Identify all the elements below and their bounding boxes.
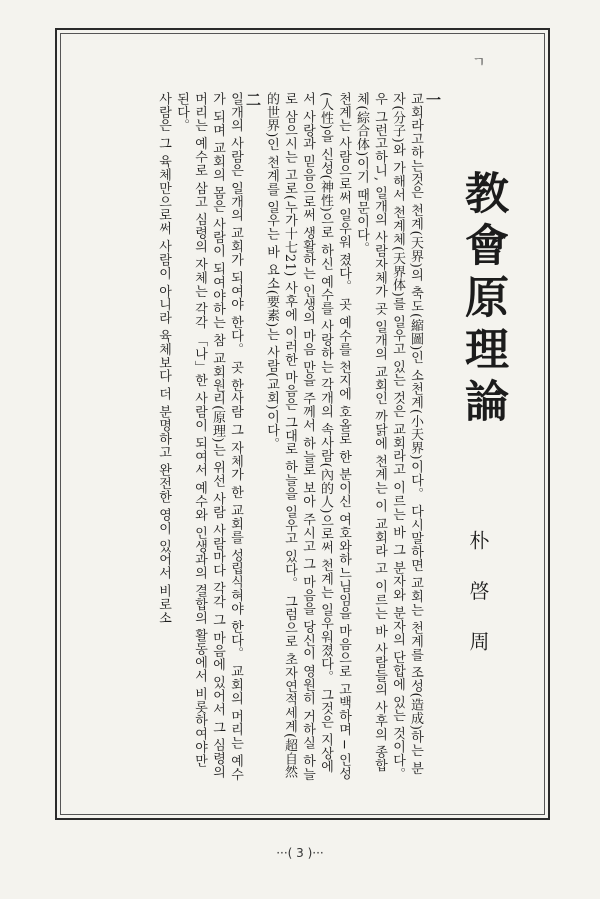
article-title: 教會原理論	[457, 170, 508, 430]
article-body	[102, 92, 442, 782]
paragraph-4: 사람은 그 육체만으로써 사람이 아니라 육체보다 더 분명하고 완전한 영이 있어서 비로소	[156, 92, 171, 625]
paragraph-2: 천계는 사람으로써 일우워 졌다。 곳 예수를 천지에 호올로 한 분이신 여호와하느님임을 마음으로 고백하며 ─ 인성(人性)을 신성(神性)으로 하신 예수를 사랑하는 각개의 속사람(內的人)으로써 천계는 일우워졌다。 그것은 지상에서 사랑과 믿음으로써 생활하는 인생의 마음 만을 주께서 하늘로 보아 주시고 그 마음을 당신이 영원히 거하실 하늘로 삼으시는 고로(누가十七21) 사후에 이러한 마음은 그대로 하늘을 일우고 있다。 그럼으로 초자연적세계(超自然的世界)인 천계를 일우는 바 요소(要素)는 사람(교회)이다。	[264, 92, 351, 781]
page-number: ···( 3 )···	[276, 846, 324, 860]
corner-mark: ㄱ	[472, 55, 486, 71]
author-name: 朴 啓 周	[466, 530, 490, 663]
section-heading-one: 一	[424, 92, 442, 108]
paragraph-3: 일개의 사람은 일개의 교회가 되여야 한다。 곳 한사람 그 자체가 한 교회를 성립식혀야 한다。 교회의 머리는 예수가 되며 교회의 몸은 사람이 되여야하는 참 교회원리(原理)는 위선 사람 사람마다 각각 그 마음에 있어서 그 심령의 머리는 예수로 삼고 심령의 자체는 각각 「나」한 사람이 되여서 예수와 인생과의 결합의 활동에서 비롯하여야만 된다。	[174, 92, 243, 781]
paragraph-1: 교회라고하는것은 천계(天界)의 축도(縮圖)인 소천계(小天界)이다。 다시말하면 교회는 천계를 조성(造成)하는 분자(分子)와 가해서 천계체(天界体)를 일우고 있는 것은 교회라고 이르는 바 그 분자와 분자의 단합에 있는 것이다。 우 그런고하니, 일개의 사람자체가 곳 일개의 교회인 까닭에 천계는 이 교회라 고 이르는 바 사람들의 사후의 종합체(綜合体)이기 때문이다。	[354, 92, 423, 781]
section-heading-two: 二	[244, 92, 262, 108]
